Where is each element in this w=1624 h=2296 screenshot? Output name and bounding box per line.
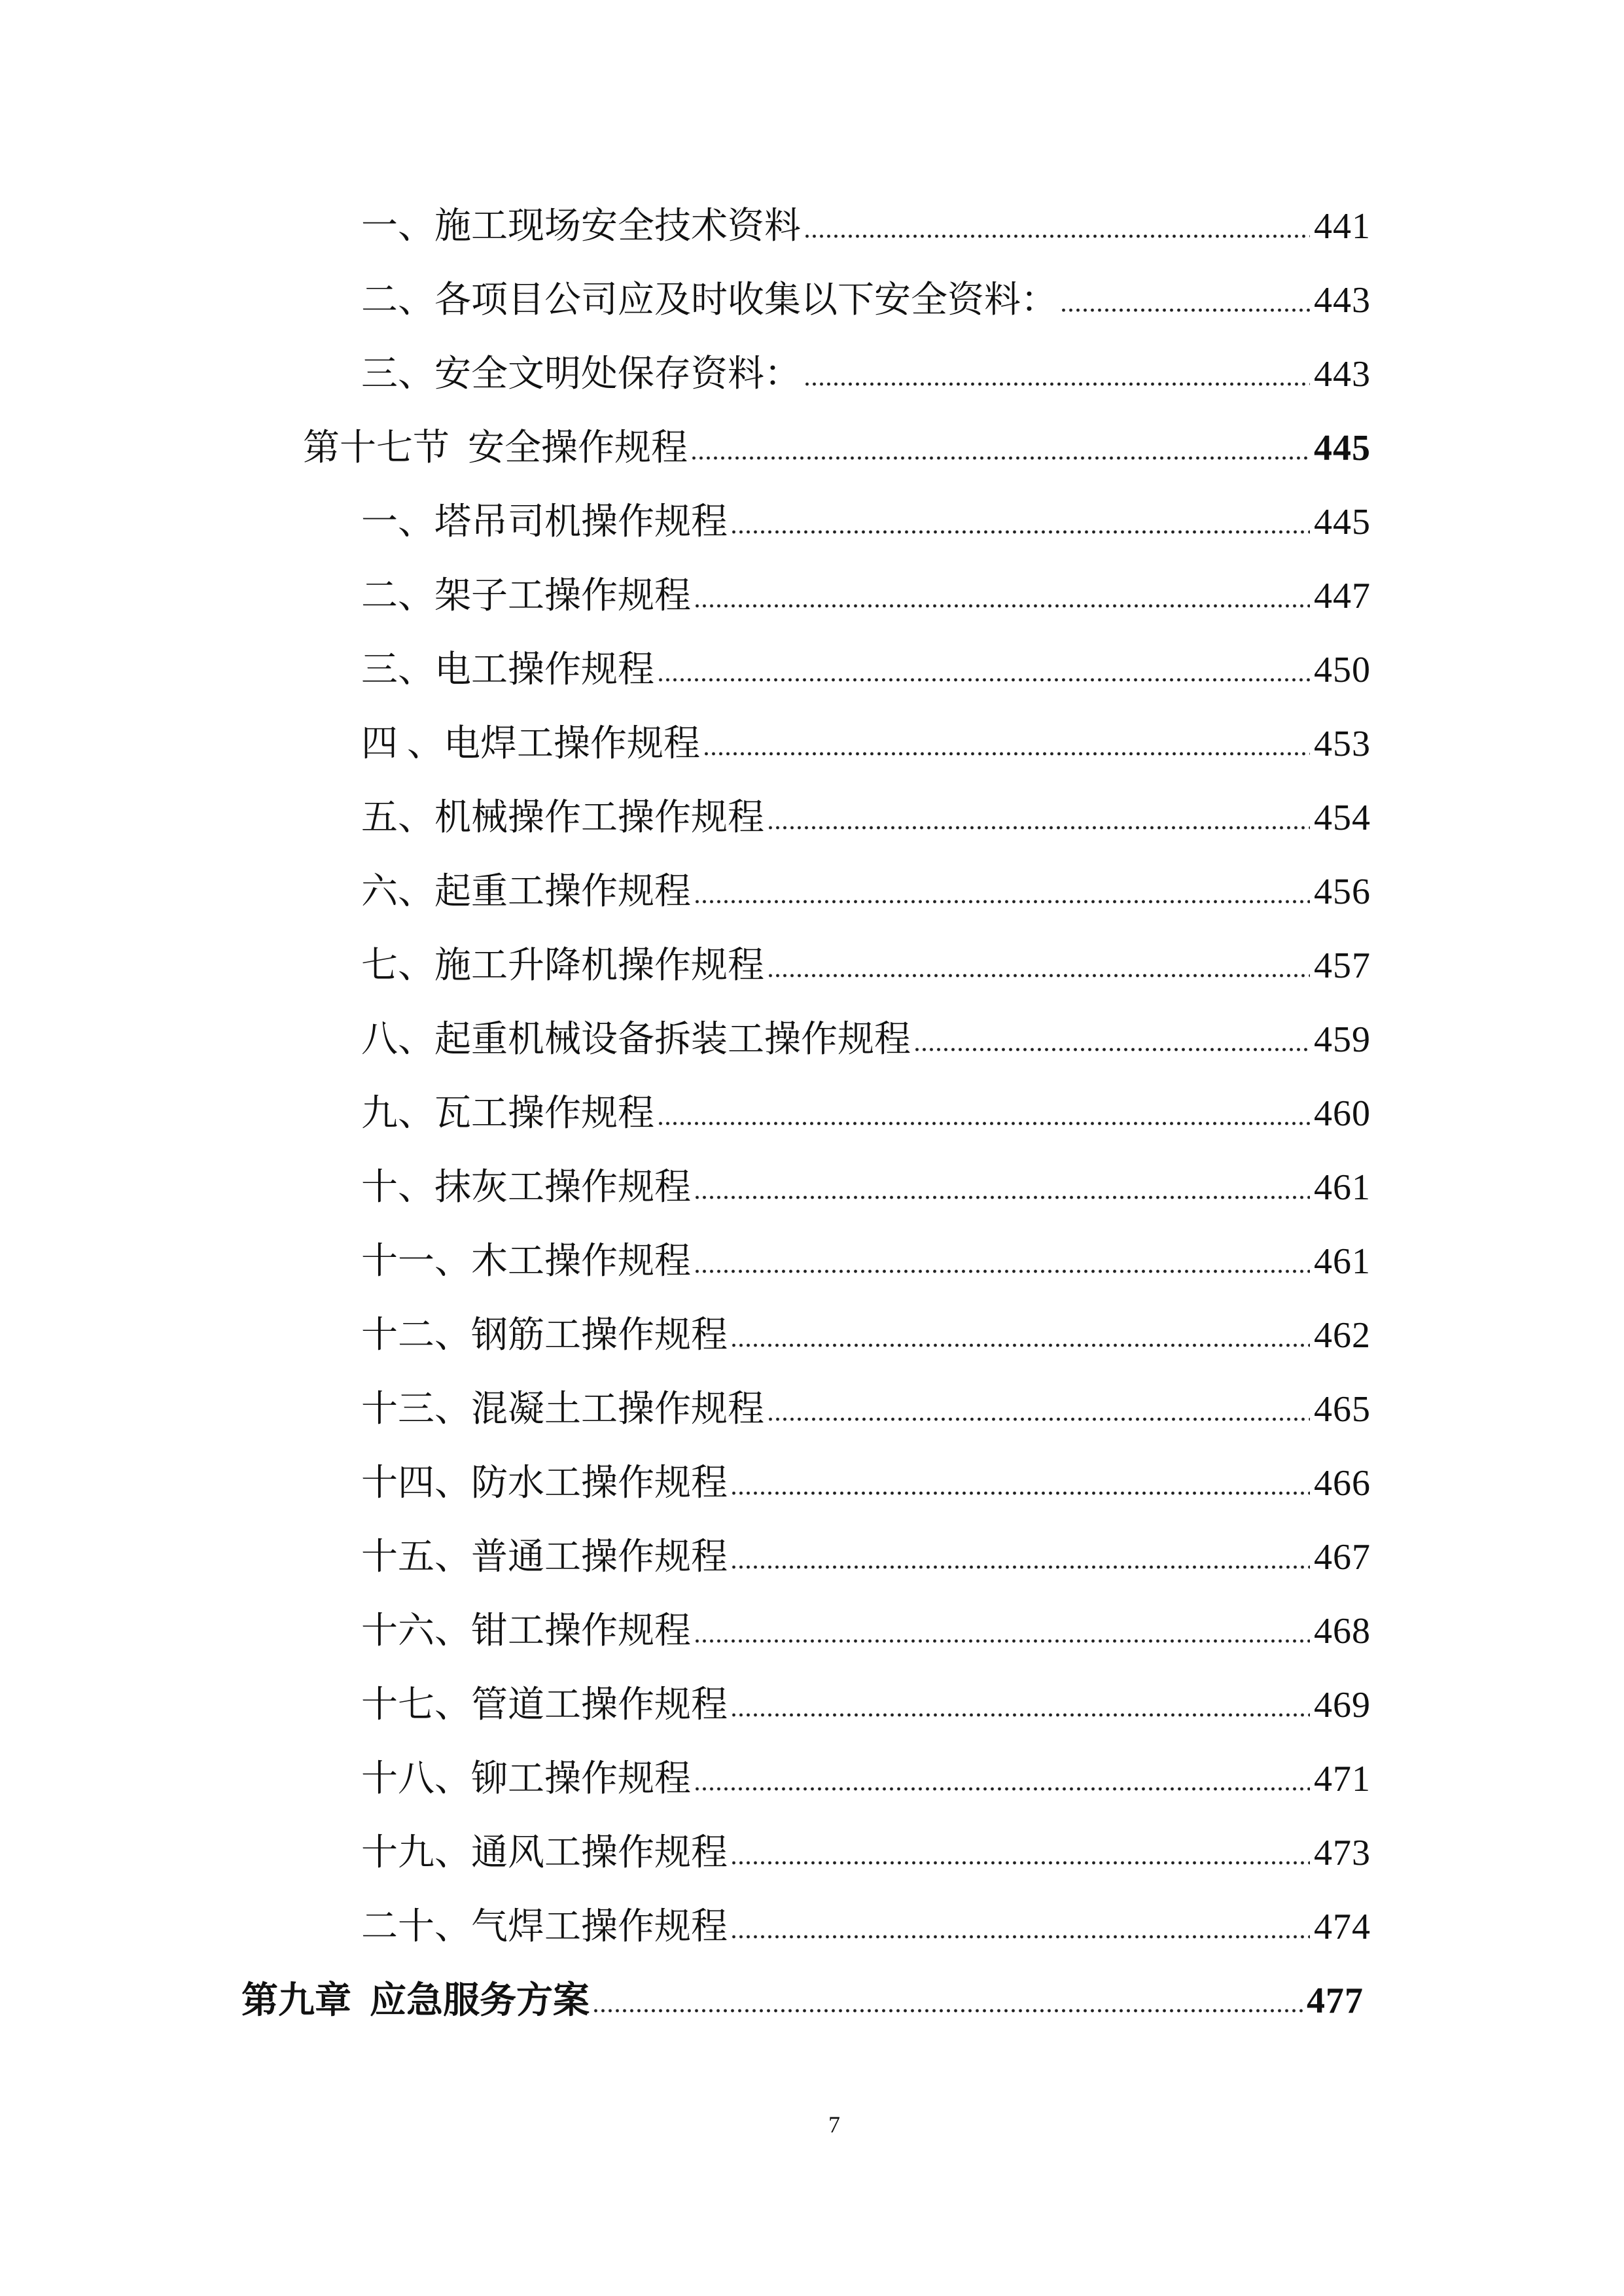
toc-leader-dots xyxy=(767,826,1310,830)
toc-leader-dots xyxy=(657,1122,1310,1125)
toc-entry-page: 447 xyxy=(1314,576,1371,616)
toc-entry xyxy=(0,1595,1624,1669)
toc-entry-page: 460 xyxy=(1314,1093,1371,1134)
toc-entry xyxy=(0,1816,1624,1890)
toc-entry-page: 469 xyxy=(1314,1685,1371,1725)
toc-entry-page: 467 xyxy=(1314,1537,1371,1578)
toc-entry xyxy=(0,486,1624,559)
toc-entry xyxy=(0,1373,1624,1447)
toc-entry xyxy=(0,1890,1624,1964)
toc-entry-title: 十七、管道工操作规程 xyxy=(361,1685,728,1725)
toc-leader-dots xyxy=(690,456,1310,460)
toc-entry-page: 474 xyxy=(1314,1907,1371,1947)
toc-leader-dots xyxy=(694,1639,1310,1643)
toc-leader-dots xyxy=(694,604,1310,608)
toc-entry xyxy=(0,707,1624,781)
toc-entry-page: 462 xyxy=(1314,1315,1371,1356)
toc-entry-page: 445 xyxy=(1314,502,1371,542)
toc-leader-dots xyxy=(913,1048,1310,1051)
toc-entry-title: 十三、混凝土工操作规程 xyxy=(361,1389,764,1430)
toc-entry xyxy=(0,1225,1624,1299)
toc-leader-dots xyxy=(730,1491,1310,1495)
toc-entry xyxy=(0,1521,1624,1595)
toc-entry-title: 十六、钳工操作规程 xyxy=(361,1611,691,1651)
toc-leader-dots xyxy=(694,1787,1310,1791)
toc-entry-title: 第十七节 安全操作规程 xyxy=(303,428,688,468)
toc-entry-page: 471 xyxy=(1314,1759,1371,1799)
toc-entry-page: 445 xyxy=(1314,428,1371,468)
toc-leader-dots xyxy=(694,1195,1310,1199)
toc-leader-dots xyxy=(694,1269,1310,1273)
toc-entry-title: 一、施工现场安全技术资料 xyxy=(361,206,801,247)
toc-leader-dots xyxy=(694,900,1310,904)
toc-entry-title: 六、起重工操作规程 xyxy=(361,872,691,912)
toc-entry xyxy=(0,190,1624,264)
toc-entry-title: 三、电工操作规程 xyxy=(361,650,654,690)
toc-entry-title: 四 、电焊工操作规程 xyxy=(361,724,700,764)
toc-entry xyxy=(0,633,1624,707)
toc-leader-dots xyxy=(803,234,1310,238)
toc-entry-page: 441 xyxy=(1314,206,1371,247)
toc-entry xyxy=(0,855,1624,929)
page-number: 7 xyxy=(828,2111,840,2138)
toc-entry xyxy=(0,1964,1624,2038)
toc-entry-title: 十五、普通工操作规程 xyxy=(361,1537,728,1578)
toc-entry-page: 457 xyxy=(1314,945,1371,986)
toc-entry xyxy=(0,1742,1624,1816)
toc-leader-dots xyxy=(803,382,1310,386)
toc-entry-title: 十四、防水工操作规程 xyxy=(361,1463,728,1504)
toc-entry xyxy=(0,1299,1624,1373)
toc-leader-dots xyxy=(730,1935,1310,1939)
toc-entry-page: 466 xyxy=(1314,1463,1371,1504)
toc-entry-title: 八、起重机械设备拆装工操作规程 xyxy=(361,1019,911,1060)
toc-leader-dots xyxy=(1060,308,1310,312)
toc-entry-page: 443 xyxy=(1314,280,1371,321)
toc-leader-dots xyxy=(703,752,1310,756)
toc-entry-page: 456 xyxy=(1314,872,1371,912)
toc-entry xyxy=(0,559,1624,633)
toc-entry-title: 一、塔吊司机操作规程 xyxy=(361,502,728,542)
toc-leader-dots xyxy=(730,1713,1310,1717)
toc-entry-title: 三、安全文明处保存资料： xyxy=(361,354,801,395)
toc-entry xyxy=(0,264,1624,338)
toc-entry xyxy=(0,929,1624,1003)
toc-entry-page: 454 xyxy=(1314,798,1371,838)
toc-entry-title: 十二、钢筋工操作规程 xyxy=(361,1315,728,1356)
toc-entry xyxy=(0,1077,1624,1151)
toc-entry-page: 461 xyxy=(1314,1167,1371,1208)
toc-entry-page: 461 xyxy=(1314,1241,1371,1282)
toc-entry-title: 十八、铆工操作规程 xyxy=(361,1759,691,1799)
toc-entry-page: 459 xyxy=(1314,1019,1371,1060)
toc-entry-page: 443 xyxy=(1314,354,1371,395)
toc-entry-page: 477 xyxy=(1307,1981,1364,2021)
toc-entry-title: 二、各项目公司应及时收集以下安全资料： xyxy=(361,280,1057,321)
toc-entry xyxy=(0,338,1624,412)
toc-entry-title: 十一、木工操作规程 xyxy=(361,1241,691,1282)
toc-entry-page: 465 xyxy=(1314,1389,1371,1430)
toc-entry xyxy=(0,1669,1624,1742)
toc-leader-dots xyxy=(657,678,1310,682)
toc-entry-title: 二十、气焊工操作规程 xyxy=(361,1907,728,1947)
toc-leader-dots xyxy=(730,1565,1310,1569)
toc-entry xyxy=(0,1447,1624,1521)
toc-entry-title: 二、架子工操作规程 xyxy=(361,576,691,616)
toc-entry xyxy=(0,781,1624,855)
toc-entry-title: 十九、通风工操作规程 xyxy=(361,1833,728,1873)
toc-leader-dots xyxy=(730,530,1310,534)
toc-entry-title: 五、机械操作工操作规程 xyxy=(361,798,764,838)
toc-entry-page: 450 xyxy=(1314,650,1371,690)
table-of-contents xyxy=(0,190,1624,2038)
toc-entry xyxy=(0,1151,1624,1225)
toc-entry xyxy=(0,412,1624,486)
toc-entry-page: 468 xyxy=(1314,1611,1371,1651)
toc-entry-title: 第九章 应急服务方案 xyxy=(241,1981,590,2021)
toc-entry xyxy=(0,1003,1624,1077)
toc-entry-page: 473 xyxy=(1314,1833,1371,1873)
toc-entry-title: 九、瓦工操作规程 xyxy=(361,1093,654,1134)
toc-entry-title: 七、施工升降机操作规程 xyxy=(361,945,764,986)
toc-entry-title: 十、抹灰工操作规程 xyxy=(361,1167,691,1208)
toc-leader-dots xyxy=(730,1343,1310,1347)
toc-leader-dots xyxy=(730,1861,1310,1865)
toc-leader-dots xyxy=(767,1417,1310,1421)
toc-leader-dots xyxy=(592,2009,1303,2013)
toc-entry-page: 453 xyxy=(1314,724,1371,764)
toc-leader-dots xyxy=(767,974,1310,978)
